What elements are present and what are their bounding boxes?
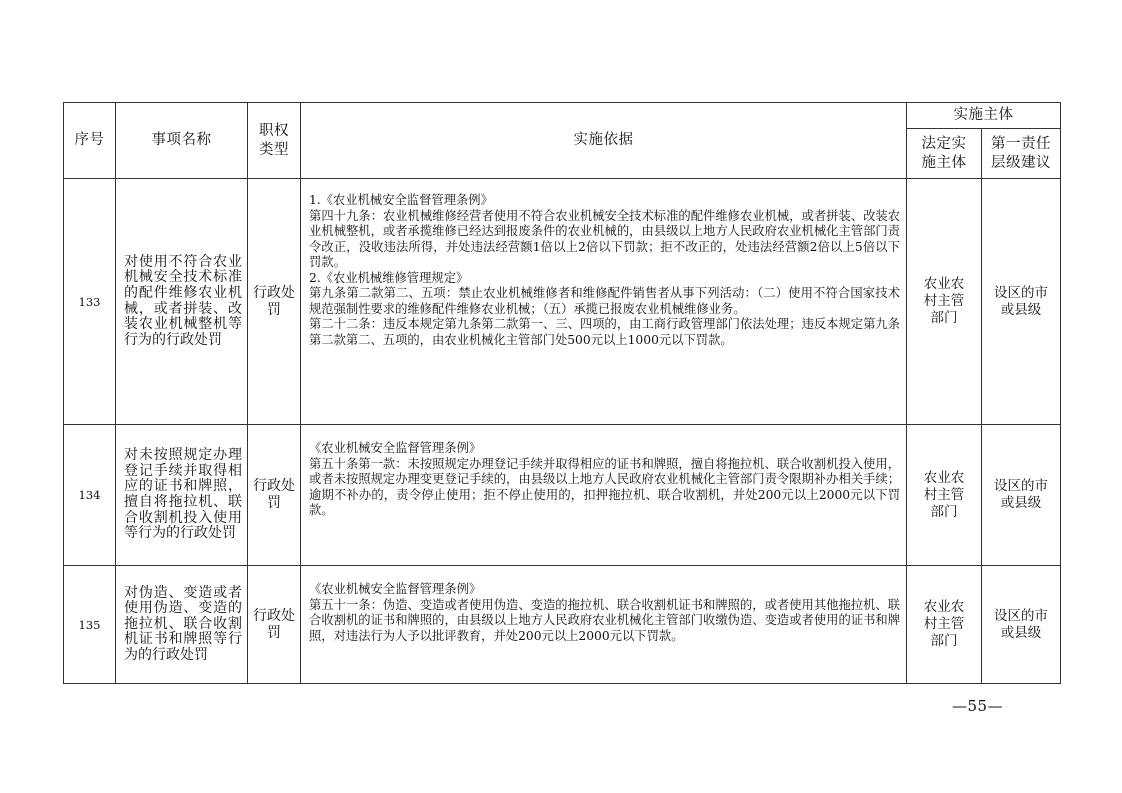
header-level-line2: 层级建议 (991, 154, 1051, 171)
basis-paragraph: 第五十一条：伪造、变造或者使用伪造、变造的拖拉机、联合收割机证书和牌照的，或者使用其他拖拉机、联合收割机的证书和牌照的，由县级以上地方人民政府农业机械化主管部门收缴伪造、变造或者使用的证书和牌照，对违法行为人予以批评教育，并处200元以上2000元以下罚款。 (309, 597, 900, 643)
header-level (982, 129, 1061, 179)
basis-paragraph: 1.《农业机械安全监督管理条例》 (309, 193, 493, 207)
basis-paragraph: 《农业机械安全监督管理条例》 (309, 441, 482, 455)
row-item-name: 对使用不符合农业机械安全技术标准的配件维修农业机械，或者拼装、改装农业机械整机等行为的行政处罚 (116, 179, 248, 425)
row-level-text: 设区的市或县级 (994, 607, 1048, 641)
basis-paragraph: 第二十二条：违反本规定第九条第二款第一、三、四项的，由工商行政管理部门依法处理；违反本规定第九条第二款第二、五项的，由农业机械化主管部门处500元以上1000元以下罚款。 (309, 317, 900, 347)
basis-paragraph: 2.《农业机械维修管理规定》 (309, 270, 469, 285)
row-index: 134 (64, 425, 116, 566)
header-type-line1: 职权 (259, 122, 289, 139)
row-level (982, 425, 1061, 566)
row-entity-text: 农业农村主管部门 (923, 599, 965, 649)
header-type-line2: 类型 (259, 141, 289, 158)
row-level-text: 设区的市或县级 (994, 478, 1048, 511)
row-basis (301, 425, 907, 566)
header-entity-line2: 施主体 (921, 154, 967, 171)
header-entity (907, 129, 982, 179)
page-number: —55— (952, 697, 1004, 715)
row-index: 133 (64, 179, 116, 425)
row-entity-text: 农业农村主管部门 (923, 469, 965, 520)
header-type (248, 103, 301, 179)
row-item-name: 对伪造、变造或者使用伪造、变造的拖拉机、联合收割机证书和牌照等行为的行政处罚 (116, 566, 248, 684)
basis-paragraph: 第九条第二款第二、五项：禁止农业机械维修者和维修配件销售者从事下列活动：（二）使用不符合国家技术规范强制性要求的维修配件维修农业机械；（五）承揽已报废农业机械维修业务。 (309, 286, 900, 316)
row-index: 135 (64, 566, 116, 684)
row-level (982, 566, 1061, 684)
enforcement-items-table (63, 102, 1061, 684)
table-row (64, 566, 1061, 684)
table-row (64, 179, 1061, 425)
row-level-text: 设区的市或县级 (994, 284, 1048, 318)
row-entity (907, 425, 982, 566)
row-authority-type: 行政处罚 (248, 566, 301, 684)
row-entity (907, 179, 982, 425)
header-name: 事项名称 (116, 103, 248, 179)
row-basis (301, 179, 907, 425)
header-subject: 实施主体 (907, 103, 1061, 129)
row-item-name: 对未按照规定办理登记手续并取得相应的证书和牌照，擅自将拖拉机、联合收割机投入使用等行为的行政处罚 (116, 425, 248, 566)
header-index: 序号 (64, 103, 116, 179)
row-authority-type: 行政处罚 (248, 179, 301, 425)
row-entity (907, 566, 982, 684)
header-entity-line1: 法定实 (921, 135, 967, 152)
row-basis (301, 566, 907, 684)
basis-paragraph: 第四十九条：农业机械维修经营者使用不符合农业机械安全技术标准的配件维修农业机械，或者拼装、改装农业机械整机，或者承揽维修已经达到报废条件的农业机械的，由县级以上地方人民政府农业机械化主管部门责令改正，没收违法所得，并处违法经营额1倍以上2倍以下罚款；拒不改正的，处违法经营额2倍以上5倍以下罚款。 (309, 208, 900, 269)
table-row (64, 425, 1061, 566)
row-authority-type: 行政处罚 (248, 425, 301, 566)
row-entity-text: 农业农村主管部门 (923, 276, 965, 326)
basis-paragraph: 第五十条第一款：未按照规定办理登记手续并取得相应的证书和牌照，擅自将拖拉机、联合收割机投入使用，或者未按照规定办理变更登记手续的，由县级以上地方人民政府农业机械化主管部门责令限期补办相关手续；逾期不补办的，责令停止使用；拒不停止使用的，扣押拖拉机、联合收割机，并处200元以上2000元以下罚款。 (309, 456, 900, 517)
row-level (982, 179, 1061, 425)
basis-paragraph: 《农业机械安全监督管理条例》 (309, 582, 482, 596)
header-basis: 实施依据 (301, 103, 907, 179)
header-level-line1: 第一责任 (991, 135, 1051, 152)
